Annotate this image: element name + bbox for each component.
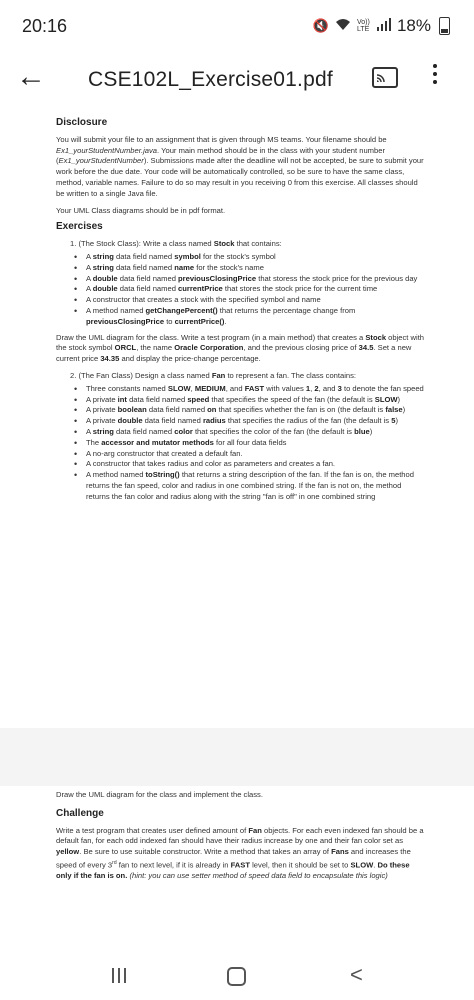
cast-icon[interactable] (372, 67, 398, 88)
disclosure-heading: Disclosure (56, 117, 108, 128)
status-bar (0, 0, 474, 56)
exercise-2-heading: 2. (The Fan Class) Design a class named Fan to represent a fan. The class contains: (70, 370, 357, 380)
challenge-paragraph: Write a test program that creates user defined amount of Fan objects. For each even indexed fan should be a default fan, for each odd indexed fan should have their radius increase by one and their fan color set as yellow. Be sure to use suitable constructor. Write a method that takes an array of Fans and increases the speed of every 3rd fan to next level, if it is already in FAST level, then it should be set to SLOW. Do these only if the fan is on. (hint: you can use setter method of speed data field to encapsulate this logic) (56, 825, 424, 881)
uml-implement-note: Draw the UML diagram for the class and implement the class. (56, 790, 263, 799)
list-item: • A string data field named name for the stock's name (86, 263, 426, 274)
list-item: • A method named toString() that returns a string description of the fan. If the fan is on, the method returns the fan speed, color and radius in one combined string. If the fan is not on, the method returns the fan color and radius along with the string "fan is off" in one combined string (86, 470, 426, 502)
status-icons (313, 16, 450, 36)
list-item: • A constructor that creates a stock with the specified symbol and name (86, 295, 426, 306)
list-item: • A string data field named symbol for the stock's symbol (86, 252, 426, 263)
status-time: 20:16 (22, 16, 68, 36)
wifi-icon (335, 18, 351, 34)
recent-apps-icon[interactable] (112, 968, 126, 983)
page-2-content (56, 790, 426, 888)
exercises-heading: Exercises (56, 221, 103, 233)
page-gap (0, 728, 474, 786)
battery-icon (439, 17, 450, 35)
signal-icon (377, 18, 391, 34)
battery-percent: 18% (396, 16, 431, 35)
volte-icon: Vo)) LTE (356, 19, 370, 33)
exercise-2-list (56, 384, 426, 503)
list-item: • A method named getChangePercent() that returns the percentage change from previousClosingPrice to currentPrice(). (86, 306, 426, 328)
list-item: • A private boolean data field named on that specifies whether the fan is on (the default is false) (86, 405, 426, 416)
more-options-icon[interactable] (430, 64, 440, 88)
pdf-page-1[interactable] (0, 106, 474, 728)
home-icon[interactable] (227, 967, 246, 986)
list-item: • Three constants named SLOW, MEDIUM, and FAST with values 1, 2, and 3 to denote the fan speed (86, 384, 426, 395)
pdf-page-2[interactable] (0, 786, 474, 954)
list-item: • A string data field named color that specifies the color of the fan (the default is blue) (86, 427, 426, 438)
page-1-content (56, 118, 426, 508)
disclosure-paragraph: You will submit your file to an assignment that is given through MS teams. Your filename should be Ex1_yourStudentNumber.java. Your main method should be in the class with your student number (Ex1_yourStudentNumber). Submissions made after the deadline will not be accepted, be sure to submit your work before the due date. Your code will be automatically controlled, so be sure to have the same class, method, variable names. Failure to do so may result in you receiving 0 from this exercise. All classes should be written to a single Java file. (56, 134, 424, 198)
document-title: CSE102L_Exercise01.pdf (88, 68, 333, 91)
mute-icon: 🔇 (312, 18, 329, 33)
list-item: • A constructor that takes radius and color as parameters and creates a fan. (86, 459, 426, 470)
back-arrow-icon[interactable]: ← (16, 60, 46, 93)
navigation-bar (0, 954, 474, 1000)
uml-note: Your UML Class diagrams should be in pdf format. (56, 205, 226, 215)
list-item: • A private int data field named speed that specifies the speed of the fan (the default is SLOW) (86, 395, 426, 406)
list-item: • The accessor and mutator methods for all four data fields (86, 438, 426, 449)
list-item: • A double data field named currentPrice that stores the stock price for the current time (86, 284, 426, 295)
exercise-1-list (56, 252, 426, 328)
app-bar (0, 56, 474, 104)
list-item: • A no-arg constructor that created a default fan. (86, 449, 426, 460)
back-icon[interactable]: < (350, 962, 363, 987)
exercise-1-heading: 1. (The Stock Class): Write a class named Stock that contains: (70, 239, 282, 249)
exercise-1-instructions: Draw the UML diagram for the class. Write a test program (in a main method) that creates a Stock object with the stock symbol ORCL, the name Oracle Corporation, and the previous closing price of 34.5. Set a new current price 34.35 and display the price-change percentage. (56, 332, 425, 364)
list-item: • A double data field named previousClosingPrice that storess the stock price for the previous day (86, 274, 426, 285)
challenge-heading: Challenge (56, 807, 104, 819)
list-item: • A private double data field named radius that specifies the radius of the fan (the default is 5) (86, 416, 426, 427)
